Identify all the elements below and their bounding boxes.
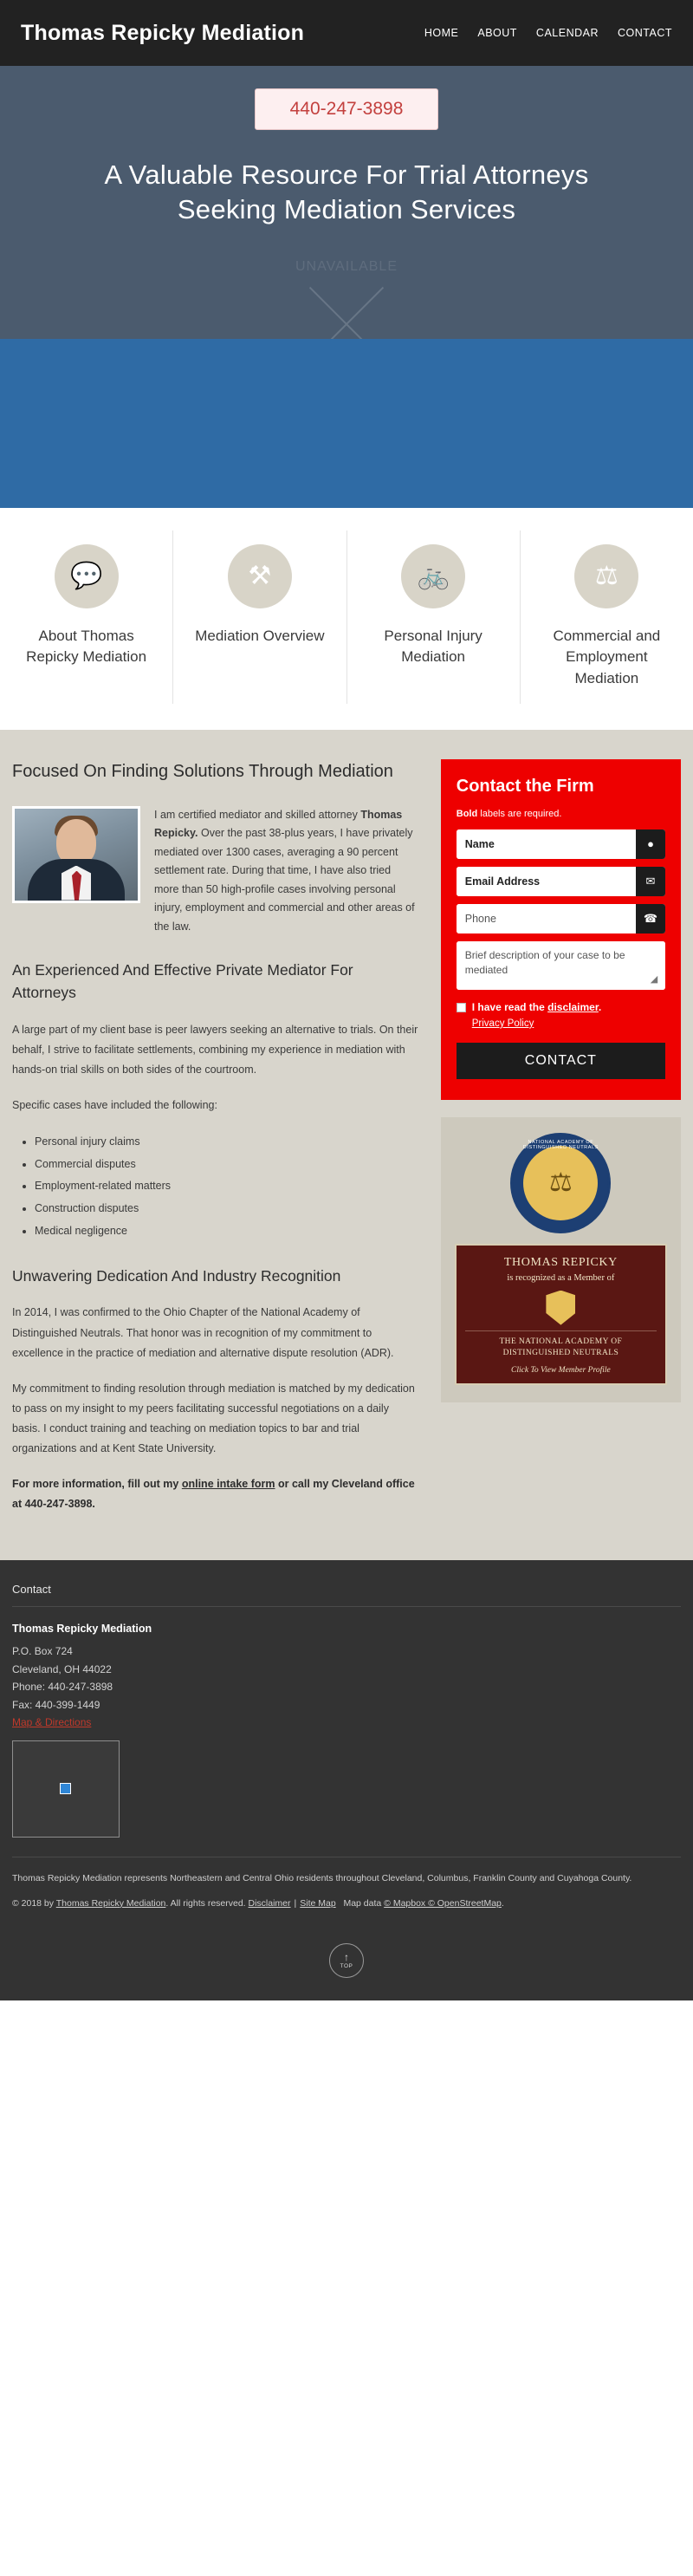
- nav-item-home[interactable]: HOME: [424, 27, 459, 39]
- arrow-up-icon: ↑: [344, 1950, 349, 1963]
- main-content-area: [0, 730, 693, 1561]
- article-column: [12, 759, 418, 1526]
- section-paragraph-commitment: My commitment to finding resolution through mediation is matched by my dedication to pass on my insight to my peers facilitating successful negotiations on a daily basis. I conduct training and teaching on mediation topics to bar and trial organizations and at Kent State University.: [12, 1382, 415, 1455]
- site-brand[interactable]: Thomas Repicky Mediation: [21, 20, 305, 45]
- footer-sitemap-link[interactable]: Site Map: [300, 1897, 336, 1909]
- list-item: • Medical negligence: [35, 1220, 418, 1243]
- tile-label: About Thomas Repicky Mediation: [26, 627, 147, 666]
- scales-icon: ⚖: [574, 544, 638, 608]
- tile-about-thomas-repicky-mediation[interactable]: [0, 530, 173, 704]
- plaque-subtitle: is recognized as a Member of: [507, 1272, 615, 1283]
- name-field-row[interactable]: [457, 829, 665, 859]
- contact-form-card: [441, 759, 681, 1100]
- closing-text-post: or call my Cleveland office at 440-247-3898.: [12, 1478, 415, 1511]
- section-paragraph-client-base: A large part of my client base is peer lawyers seeking an alternative to trials. On their behalf, I strive to facilitate settlements, combining my experience in mediation with hands-on trial skills on both sides of the courtroom.: [12, 1023, 418, 1076]
- disclaimer-checkbox-row[interactable]: [457, 1000, 665, 1015]
- hero-blue-band: [0, 339, 693, 508]
- video-error-icon: [295, 271, 398, 339]
- hero-title: A Valuable Resource For Trial Attorneys Seeking Mediation Services: [104, 159, 589, 225]
- practice-area-tiles: [0, 508, 693, 730]
- site-footer: [0, 1560, 693, 1928]
- tile-commercial-and-employment-mediation[interactable]: [521, 530, 693, 704]
- privacy-policy-link[interactable]: Privacy Policy: [471, 1018, 534, 1029]
- site-header: [0, 0, 693, 66]
- required-note-bold: Bold: [456, 808, 478, 819]
- back-to-top-bar: [0, 1928, 693, 2000]
- view-member-profile-link[interactable]: Click To View Member Profile: [511, 1366, 611, 1376]
- copyright-firm-link[interactable]: Thomas Repicky Mediation: [55, 1897, 166, 1909]
- disclaimer-text-post: .: [598, 1000, 602, 1013]
- hero-section: [0, 66, 693, 339]
- map-credit-link[interactable]: © Mapbox © OpenStreetMap: [384, 1897, 502, 1909]
- membership-plaque: [455, 1244, 667, 1385]
- phone-field-row[interactable]: [457, 904, 665, 933]
- contact-form-title: Contact the Firm: [456, 776, 594, 796]
- list-item: • Commercial disputes: [35, 1154, 418, 1176]
- nadn-seal-icon: [510, 1133, 611, 1233]
- disclaimer-link[interactable]: disclaimer: [547, 1000, 599, 1013]
- required-note-rest: labels are required.: [477, 808, 562, 819]
- tile-label: Mediation Overview: [195, 627, 325, 644]
- intake-form-link[interactable]: online intake form: [181, 1478, 275, 1491]
- tile-label: Commercial and Employment Mediation: [553, 627, 661, 686]
- list-item: • Personal injury claims: [35, 1131, 418, 1154]
- disclaimer-text-pre: I have read the: [471, 1000, 548, 1013]
- sidebar-column: [441, 759, 681, 1526]
- envelope-icon: ✉: [636, 867, 665, 896]
- message-field-row[interactable]: [457, 941, 665, 990]
- copyright-text: © 2018 by: [12, 1897, 56, 1909]
- plaque-organization: THE NATIONAL ACADEMY OF DISTINGUISHED NEUTRALS: [465, 1330, 657, 1361]
- main-navigation: [424, 27, 672, 39]
- disclaimer-label: [472, 1000, 601, 1015]
- map-and-directions-link[interactable]: Map & Directions: [12, 1715, 92, 1728]
- tile-mediation-overview[interactable]: [173, 530, 346, 704]
- required-fields-note: [457, 809, 665, 819]
- name-input[interactable]: [457, 829, 636, 859]
- membership-badge-card[interactable]: [441, 1117, 681, 1402]
- section-paragraph-recognition: In 2014, I was confirmed to the Ohio Chapter of the National Academy of Distinguished Neutrals. That honor was in recognition of my commitment to excellence in the practice of mediation and alternative dispute resolution (ADR).: [12, 1306, 394, 1359]
- closing-text-pre: For more information, fill out my: [12, 1478, 182, 1491]
- video-unavailable-label: UNAVAILABLE: [295, 258, 398, 274]
- nav-item-calendar[interactable]: CALENDAR: [535, 27, 599, 39]
- service-area-note: Thomas Repicky Mediation represents Northeastern and Central Ohio residents throughout Cleveland, Columbus, Franklin County and Cuyahoga County.: [12, 1872, 632, 1883]
- person-icon: ●: [636, 829, 665, 859]
- footer-disclaimer-link[interactable]: Disclaimer: [248, 1897, 291, 1909]
- plaque-member-name: THOMAS REPICKY: [503, 1255, 618, 1269]
- footer-phone: Phone: 440-247-3898: [12, 1681, 113, 1694]
- map-pin-icon: [60, 1783, 71, 1794]
- nav-item-about[interactable]: ABOUT: [477, 27, 517, 39]
- email-field-row[interactable]: [457, 867, 665, 896]
- intro-paragraph: I am certified mediator and skilled attorney Thomas Repicky. Over the past 38-plus years, I have privately mediated over 1300 cases, averaging a 90 percent settlement rate. During that time, I have also tried more than 50 high-profile cases involving personal injury, employment and commercial and other areas of the law.: [154, 808, 415, 933]
- intro-block: [12, 806, 418, 937]
- tile-personal-injury-mediation[interactable]: [347, 530, 521, 704]
- copyright-rest: . All rights reserved.: [165, 1897, 246, 1909]
- footer-map-thumbnail[interactable]: [12, 1740, 120, 1838]
- footer-contact-heading: Contact: [12, 1583, 681, 1607]
- footer-address-line-2: Cleveland, OH 44022: [12, 1662, 112, 1675]
- resize-handle-icon[interactable]: ◢: [643, 941, 665, 990]
- footer-legal-line: © 2018 by Thomas Repicky Mediation. All rights reserved. Disclaimer | Site Map Map data © Mapbox © OpenStreetMap.: [12, 1897, 504, 1909]
- seal-ring-text: NATIONAL ACADEMY OF DISTINGUISHED NEUTRALS: [522, 1139, 599, 1150]
- phone-input[interactable]: [457, 904, 636, 933]
- footer-address-line-1: P.O. Box 724: [12, 1645, 73, 1658]
- closing-call-to-action: [12, 1474, 418, 1514]
- map-credit-end: .: [501, 1897, 504, 1909]
- footer-fax: Fax: 440-399-1449: [12, 1698, 100, 1711]
- back-to-top-button[interactable]: [329, 1943, 364, 1978]
- disclaimer-checkbox[interactable]: [457, 1003, 466, 1012]
- gavel-icon: ⚒: [228, 544, 292, 608]
- nav-item-contact[interactable]: CONTACT: [618, 27, 672, 39]
- tile-label: Personal Injury Mediation: [384, 627, 483, 666]
- email-input[interactable]: [457, 867, 636, 896]
- list-item: • Construction disputes: [35, 1198, 418, 1220]
- hero-phone-button[interactable]: 440-247-3898: [255, 88, 439, 130]
- contact-submit-button[interactable]: CONTACT: [457, 1043, 665, 1079]
- list-item: • Employment-related matters: [35, 1175, 418, 1198]
- bicycle-icon: 🚲: [401, 544, 465, 608]
- back-to-top-label: TOP: [340, 1962, 353, 1969]
- attorney-portrait-image: [12, 806, 140, 903]
- message-textarea[interactable]: [457, 941, 643, 990]
- section-heading-dedication-recognition: Unwavering Dedication And Industry Recognition: [12, 1267, 341, 1285]
- footer-firm-name: Thomas Repicky Mediation: [12, 1623, 152, 1636]
- section-heading-experienced-mediator: An Experienced And Effective Private Mediator For Attorneys: [12, 961, 353, 1002]
- speech-bubble-icon: 💬: [55, 544, 119, 608]
- map-credit-text: Map data: [343, 1897, 385, 1909]
- page-title: Focused On Finding Solutions Through Mediation: [12, 761, 393, 781]
- shield-icon: [546, 1291, 575, 1325]
- cases-lead-text: Specific cases have included the following:: [12, 1098, 217, 1111]
- telephone-icon: ☎: [636, 904, 665, 933]
- seal-emblem-icon: ⚖: [523, 1146, 598, 1220]
- case-types-list: [12, 1131, 418, 1242]
- hero-video-player[interactable]: [0, 252, 693, 339]
